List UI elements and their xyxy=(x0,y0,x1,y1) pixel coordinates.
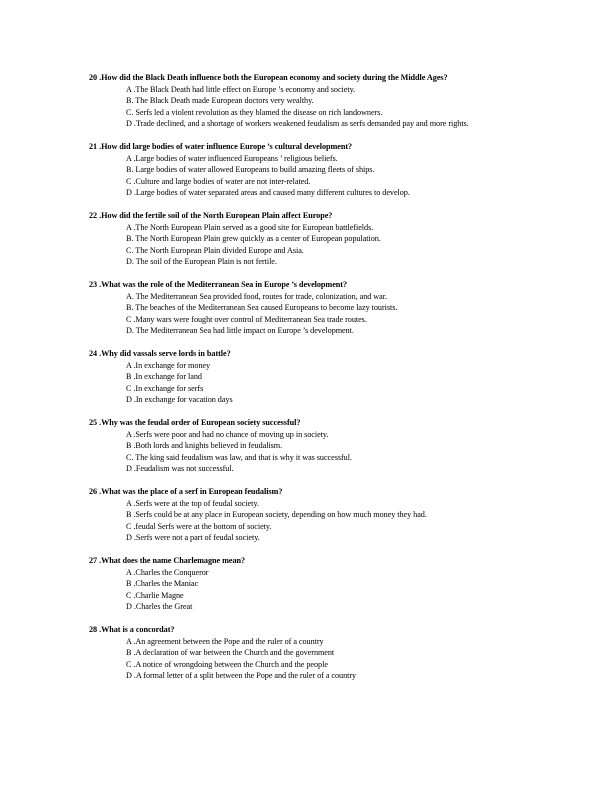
answer-choice: A .The Black Death had little effect on Europe ’s economy and society. xyxy=(126,84,356,94)
answer-choice: C .In exchange for serfs xyxy=(126,383,204,393)
question-block xyxy=(89,624,509,682)
question-block xyxy=(89,348,509,406)
answer-choice: C. The king said feudalism was law, and that is why it was successful. xyxy=(126,452,352,462)
answer-choice: D .Charles the Great xyxy=(126,602,193,611)
answer-choice: B. The beaches of the Mediterranean Sea caused Europeans to become lazy tourists. xyxy=(126,303,398,312)
question-text: 24 .Why did vassals serve lords in battle? xyxy=(89,349,231,358)
answer-choice: D .A formal letter of a split between the Pope and the ruler of a country xyxy=(126,671,357,680)
answer-choice: D .In exchange for vacation days xyxy=(126,395,233,404)
answer-choice: C .feudal Serfs were at the bottom of society. xyxy=(126,521,272,531)
answer-choice: B .Both lords and knights believed in feudalism. xyxy=(126,441,283,450)
question-block xyxy=(89,141,509,199)
question-text: 21 .How did large bodies of water influence Europe ’s cultural development? xyxy=(89,142,353,151)
answer-choice: D .Serfs were not a part of feudal society. xyxy=(126,533,260,542)
answer-choice: B. The North European Plain grew quickly as a center of European population. xyxy=(126,234,381,243)
answer-choice: B .A declaration of war between the Church and the government xyxy=(126,648,335,657)
answer-choice: C. The North European Plain divided Europe and Asia. xyxy=(126,245,304,255)
answer-choice: A .An agreement between the Pope and the ruler of a country xyxy=(126,636,324,646)
question-block xyxy=(89,486,509,544)
question-text: 25 .Why was the feudal order of European society successful? xyxy=(89,418,301,427)
answer-choice: A .In exchange for money xyxy=(126,360,211,370)
answer-choice: A .The North European Plain served as a good site for European battlefields. xyxy=(126,222,374,232)
answer-choice: A. The Mediterranean Sea provided food, routes for trade, colonization, and war. xyxy=(126,291,387,301)
question-list xyxy=(89,72,509,693)
answer-choice: C. Serfs led a violent revolution as they blamed the disease on rich landowners. xyxy=(126,107,383,117)
answer-choice: A .Charles the Conqueror xyxy=(126,567,209,577)
answer-choice: B .In exchange for land xyxy=(126,372,202,381)
answer-choice: B .Charles the Maniac xyxy=(126,579,199,588)
question-text: 23 .What was the role of the Mediterranean Sea in Europe ’s development? xyxy=(89,280,348,289)
answer-choice: C .Culture and large bodies of water are not inter-related. xyxy=(126,176,311,186)
question-block xyxy=(89,279,509,337)
answer-choice: A .Serfs were poor and had no chance of moving up in society. xyxy=(126,429,329,439)
question-block xyxy=(89,72,509,130)
question-text: 22 .How did the fertile soil of the North European Plain affect Europe? xyxy=(89,211,333,220)
question-block xyxy=(89,210,509,268)
answer-choice: B .Serfs could be at any place in European society, depending on how much money they had. xyxy=(126,510,427,519)
answer-choice: A .Large bodies of water influenced Europeans ’ religious beliefs. xyxy=(126,153,338,163)
answer-choice: C .Many wars were fought over control of Mediterranean Sea trade routes. xyxy=(126,314,367,324)
question-text: 28 .What is a concordat? xyxy=(89,625,175,634)
question-block xyxy=(89,417,509,475)
answer-choice: C .Charlie Magne xyxy=(126,590,184,600)
answer-choice: B. Large bodies of water allowed Europeans to build amazing fleets of ships. xyxy=(126,165,375,174)
answer-choice: D .Feudalism was not successful. xyxy=(126,464,234,473)
answer-choice: A .Serfs were at the top of feudal society. xyxy=(126,498,259,508)
answer-choice: D .Large bodies of water separated areas and caused many different cultures to develop. xyxy=(126,188,410,197)
answer-choice: B. The Black Death made European doctors very wealthy. xyxy=(126,96,314,105)
answer-choice: D. The soil of the European Plain is not fertile. xyxy=(126,257,277,266)
answer-choice: D. The Mediterranean Sea had little impact on Europe ’s development. xyxy=(126,326,354,335)
answer-choice: D .Trade declined, and a shortage of workers weakened feudalism as serfs demanded pay and more rights. xyxy=(126,119,469,128)
question-block xyxy=(89,555,509,613)
question-text: 26 .What was the place of a serf in European feudalism? xyxy=(89,487,283,496)
question-text: 20 .How did the Black Death influence both the European economy and society during the Middle Ages? xyxy=(89,73,448,82)
question-text: 27 .What does the name Charlemagne mean? xyxy=(89,556,246,565)
answer-choice: C .A notice of wrongdoing between the Church and the people xyxy=(126,659,328,669)
